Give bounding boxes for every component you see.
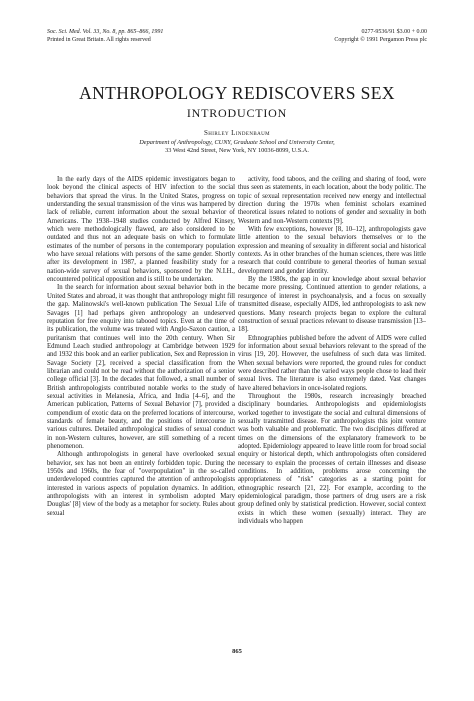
author-name: Shirley Lindenbaum [203,129,270,137]
paragraph: Throughout the 1980s, research increasingly breached disciplinary boundaries. Anthropologists and epidemiologists worked together to investigate the social and cultural dimensions of sexually transmitted disease. For anthropologists this joint venture was both valuable and problematic. The two disciplines differed at times on the dimensions of the explanatory framework to be adopted. Epidemiology appeared to leave little room for broad social enquiry or historical depth, which anthropologists often considered necessary to explain the processes of certain illnesses and disease conditions. In addition, problems arose concerning the appropriateness of "risk" categories as a starting point for ethnographic research [21, 22]. For example, according to the epidemiological paradigm, those partners of drug users are a risk group defined only by statistical prediction. However, social context exists in which these women (sexually) interact. They are individuals who happen [238,392,426,526]
page-header [47,28,427,44]
text-column-right [238,176,426,631]
copyright-notice: Copyright © 1991 Pergamon Press plc [334,37,427,43]
paragraph: Although anthropologists in general have overlooked sexual behavior, sex has not been an entirely forbidden topic. During the 1950s and 1960s, the fear of "overpopulation" in the so-called underdeveloped countries captured the attention of anthropologists interested in various aspects of population dynamics. In addition, anthropologists with an interest in symbolism adopted Mary Douglas' [8] view of the body as a metaphor for society. Rules about sexual [47,451,235,517]
text-column-left [47,176,235,631]
paragraph: By the 1980s, the gap in our knowledge about sexual behavior became more pressing. Continued attention to gender relations, a resurgence of interest in psychoanalysis, and a focus on sexually transmitted disease, especially AIDS, led anthropologists to ask new questions. Many research projects began to explore the cultural construction of sexual practices relevant to disease transmission [13–18]. [238,276,426,334]
article-subtitle: INTRODUCTION [186,106,288,120]
paragraph: Ethnographies published before the advent of AIDS were culled for information about sexual behaviors relevant to the spread of the virus [19, 20]. However, the usefulness of such data was limited. When sexual behaviors were reported, the ground rules for conduct were described rather than the varied ways people chose to lead their sexual lives. The literature is also extremely dated. Vast changes have altered behaviors in once-isolated regions. [238,334,426,392]
paragraph: With few exceptions, however [8, 10–12], anthropologists gave little attention to the sexual behaviors themselves or to the expression and meaning of sexuality in different social and historical contexts. As in other branches of the human sciences, there was little research that could contribute to general theories of human sexual development and gender identity. [238,226,426,275]
journal-citation: Soc. Sci. Med. Vol. 33, No. 8, pp. 865–866, 1991 [47,29,164,35]
paragraph: In the early days of the AIDS epidemic investigators began to look beyond the clinical aspects of HIV infection to the social behaviors that spread the virus. In the United States, progress on understanding the sexual transmission of the virus was hampered by lack of reliable, current information about the sexual behavior of Americans. The 1938–1948 studies conducted by Alfred Kinsey, which were methodologically flawed, are also considered to be outdated and thus not an adequate basis on which to formulate estimates of the number of persons in the contemporary population who have sexual relations with persons of the same gender. Shortly after its development in 1987, a planned feasibility study for a nation-wide survey of sexual behaviors, sponsored by the N.I.H., encountered political opposition and is still to be undertaken. [47,176,235,284]
paragraph: In the search for information about sexual behavior both in the United States and abroad, it was thought that anthropology might fill the gap. Malinowski's well-known publication The Sexual Life of Savages [1] had perhaps given anthropology an undeserved reputation for free enquiry into tabooed topics. Even at the time of its publication, the volume was treated with Anglo-Saxon caution, a puritanism that continues well into the 20th century. When Sir Edmund Leach studied anthropology at Cambridge between 1929 and 1932 this book and an earlier publication, Sex and Repression in Savage Society [2], received a special classification from the librarian and could not be read without the authorization of a senior college official [3]. In the decades that followed, a small number of British anthropologists contributed notable works to the study of sexual activities in Melanesia, Africa, and India [4–6], and the American publication, Patterns of Sexual Behavior [7], provided a compendium of exotic data on the preferred locations of intercourse, standards of female beauty, and the positions of intercourse in various cultures. Detailed anthropological studies of sexual conduct in non-Western cultures, however, are still something of a recent phenomenon. [47,284,235,450]
page-number: 865 [232,648,242,655]
printed-notice: Printed in Great Britain. All rights reserved [47,37,151,43]
affiliation-address: 33 West 42nd Street, New York, NY 10036-8099, U.S.A. [165,147,309,154]
issn-line: 0277-9536/91 $3.00 + 0.00 [361,29,427,35]
author-affiliation [60,139,414,155]
affiliation-department: Department of Anthropology, CUNY, Graduate School and University Center, [139,139,335,146]
paragraph: activity, food taboos, and the ceiling and sharing of food, were thus seen as statements, in each location, about the body politic. The topic of sexual representation received new energy and intellectual direction during the 1970s when feminist scholars examined theoretical issues related to notions of gender and sexuality in both Western and non-Western contexts [9]. [238,176,426,225]
article-title: ANTHROPOLOGY REDISCOVERS SEX [79,83,395,103]
